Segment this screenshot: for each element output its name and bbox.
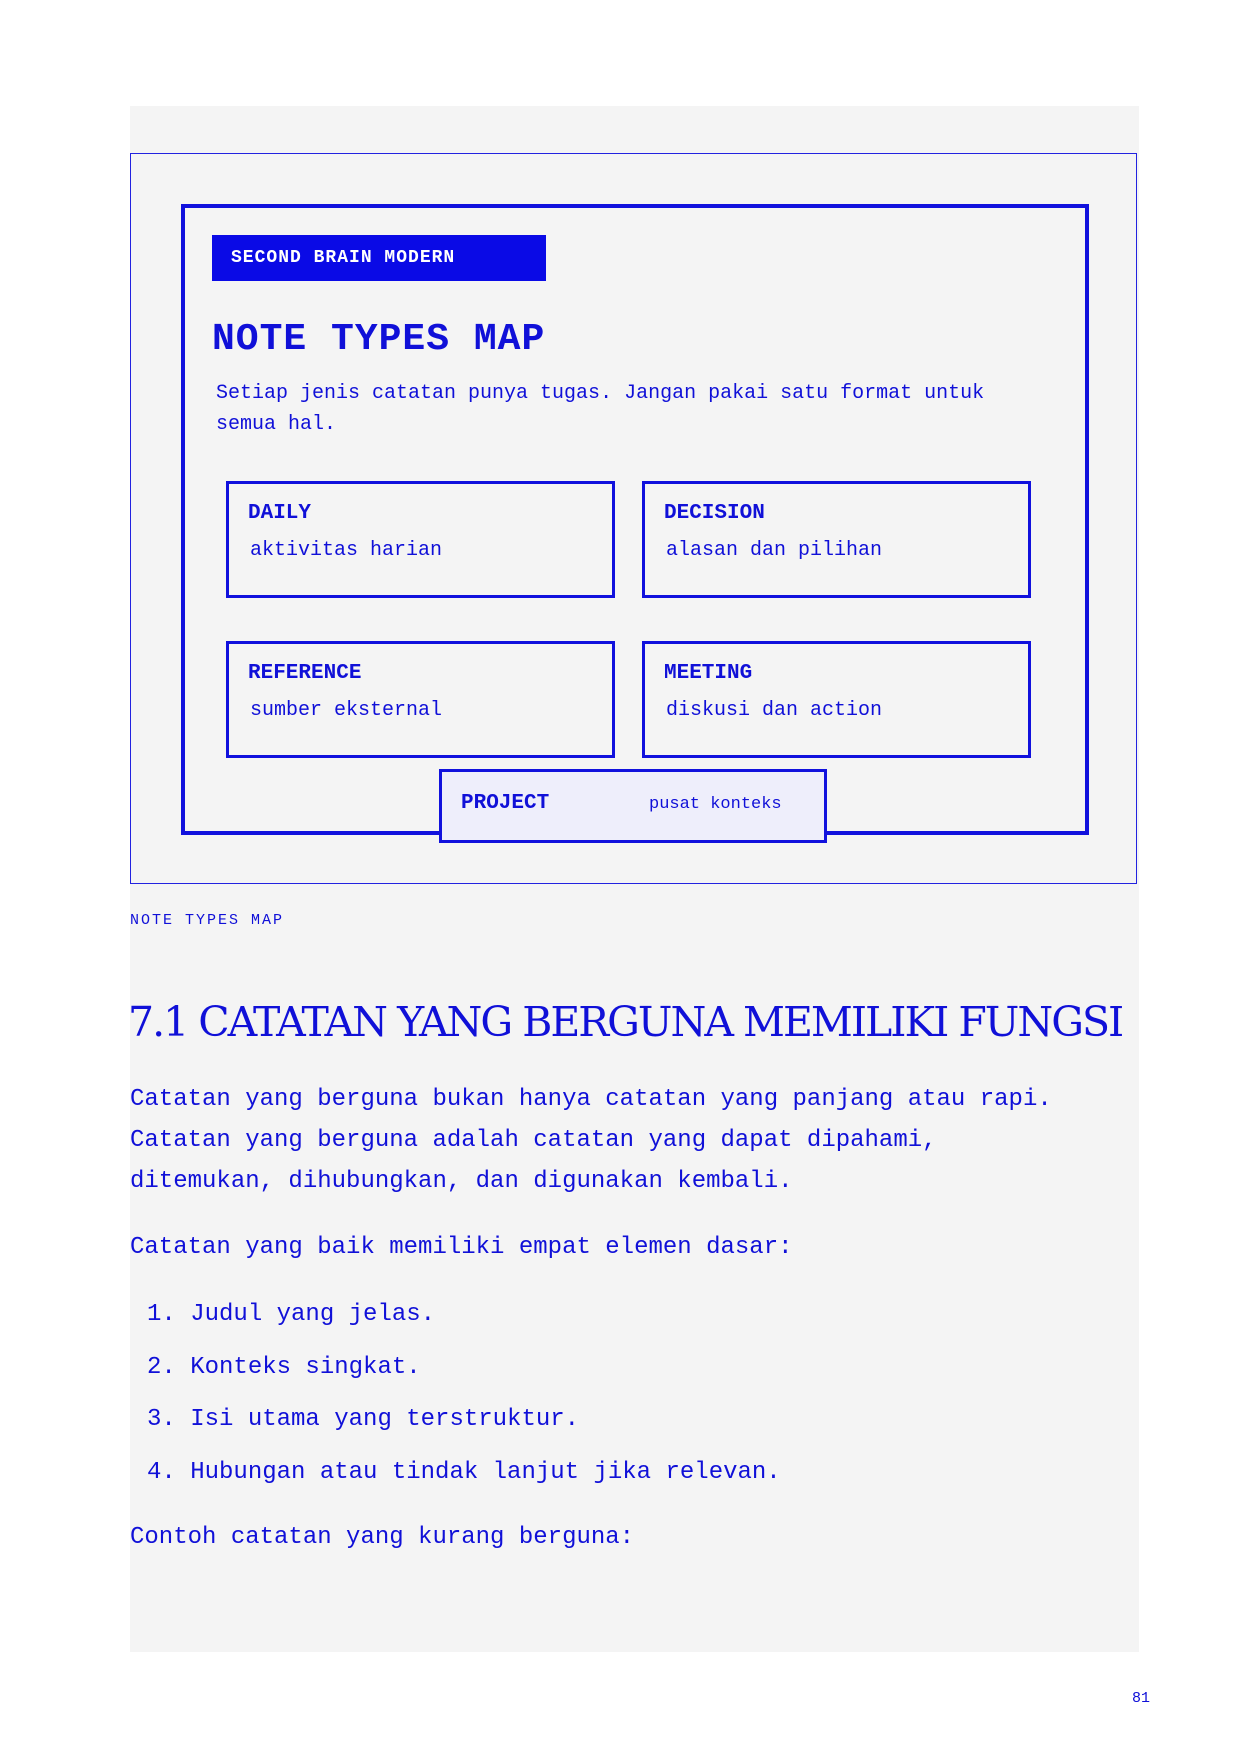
- badge-label: SECOND BRAIN MODERN: [212, 235, 546, 281]
- card-title: MEETING: [664, 662, 753, 685]
- card-description: alasan dan pilihan: [666, 539, 883, 562]
- body-paragraph-elements: Catatan yang baik memiliki empat elemen dasar:: [130, 1234, 793, 1261]
- body-paragraph-example: Contoh catatan yang kurang berguna:: [130, 1524, 635, 1551]
- list-item: 4. Hubungan atau tindak lanjut jika relevan.: [147, 1459, 781, 1486]
- figure-title: NOTE TYPES MAP: [212, 318, 546, 361]
- card-description: aktivitas harian: [250, 539, 443, 562]
- list-item: 3. Isi utama yang terstruktur.: [147, 1406, 580, 1433]
- list-item: 1. Judul yang jelas.: [147, 1301, 436, 1328]
- card-title: PROJECT: [461, 792, 550, 815]
- card-description: pusat konteks: [649, 795, 782, 814]
- body-paragraph-intro: Catatan yang berguna bukan hanya catatan yang panjang atau rapi. Catatan yang berguna adalah catatan yang dapat dipahami, ditemukan, dihubungkan, dan digunakan kembali.: [130, 1086, 1052, 1195]
- card-title: DAILY: [248, 502, 312, 525]
- card-title: REFERENCE: [248, 662, 362, 685]
- list-item: 2. Konteks singkat.: [147, 1354, 421, 1381]
- figure-subtitle: Setiap jenis catatan punya tugas. Jangan pakai satu format untuk semua hal.: [216, 382, 985, 436]
- card-title: DECISION: [664, 502, 765, 525]
- card-description: diskusi dan action: [666, 699, 883, 722]
- note-card-meeting: [642, 641, 1031, 758]
- page-number: 81: [1132, 1690, 1151, 1707]
- card-description: sumber eksternal: [250, 699, 443, 722]
- note-card-decision: [642, 481, 1031, 598]
- note-card-project: [439, 769, 827, 843]
- section-heading: 7.1 CATATAN YANG BERGUNA MEMILIKI FUNGSI: [128, 998, 1123, 1046]
- note-card-reference: [226, 641, 615, 758]
- note-card-daily: [226, 481, 615, 598]
- figure-caption: NOTE TYPES MAP: [130, 912, 285, 929]
